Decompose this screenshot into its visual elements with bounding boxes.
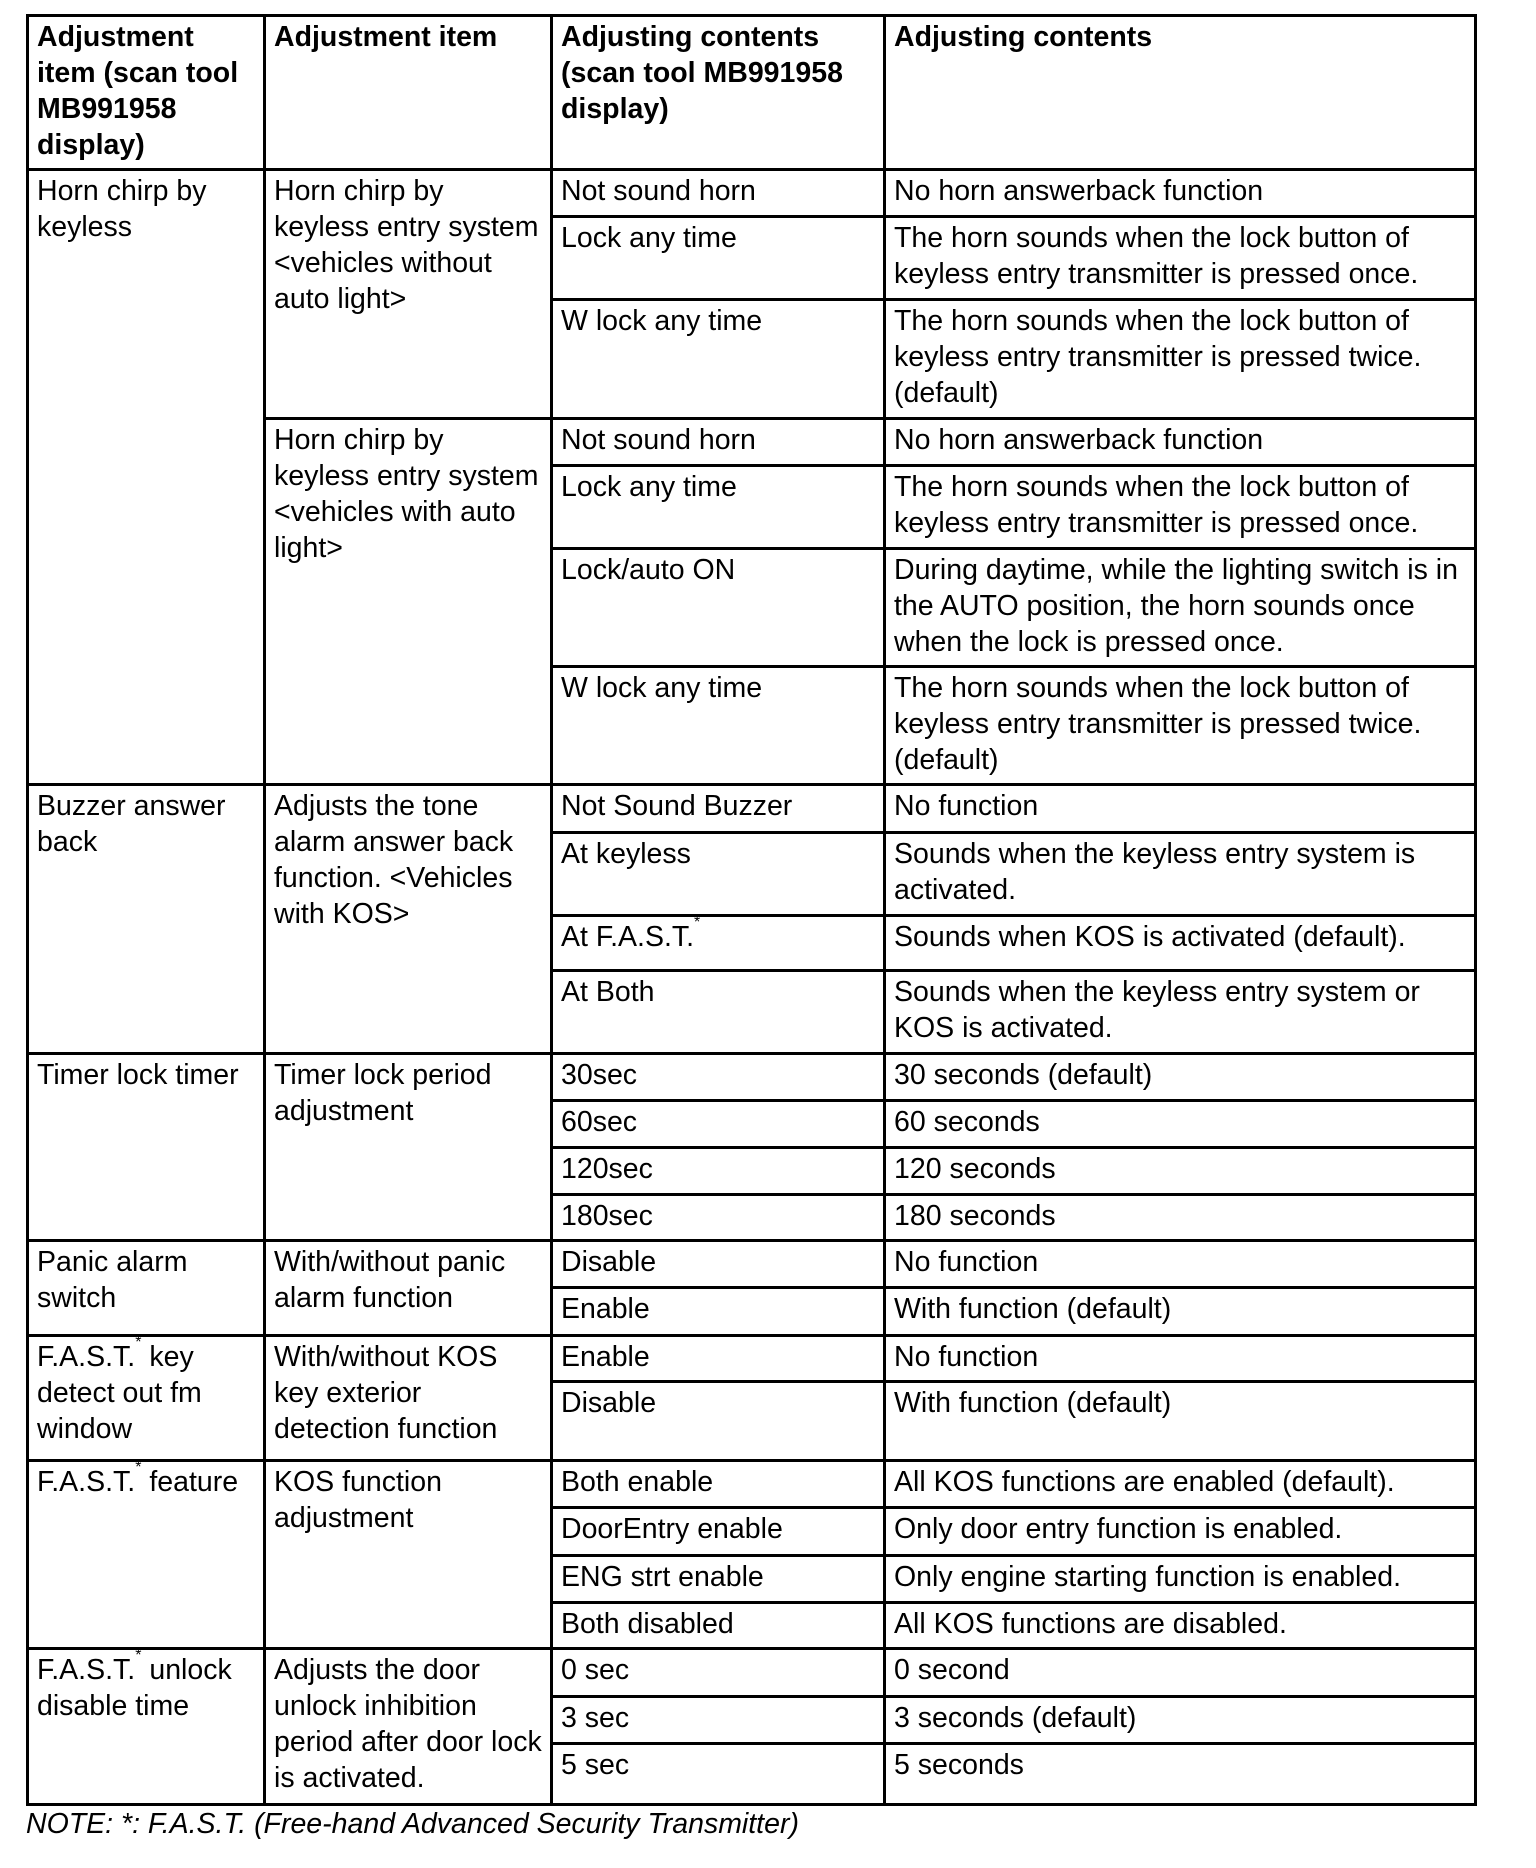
cell-setting bbox=[552, 916, 885, 971]
cell-setting bbox=[552, 667, 885, 785]
cell-setting bbox=[552, 1744, 885, 1805]
setting-text: Disable bbox=[561, 1387, 657, 1419]
cell-setting bbox=[552, 419, 885, 466]
cell-description: 60 seconds bbox=[885, 1101, 1476, 1148]
cell-description: No horn answerback function bbox=[885, 170, 1476, 217]
cell-description: No horn answerback function bbox=[885, 419, 1476, 466]
footnote: NOTE: *: F.A.S.T. (Free-hand Advanced Security Transmitter) bbox=[26, 1808, 799, 1840]
cell-setting bbox=[552, 1054, 885, 1101]
item-display-text: F.A.S.T. bbox=[37, 1341, 136, 1373]
setting-text: 3 sec bbox=[561, 1702, 630, 1734]
cell-description: All KOS functions are enabled (default). bbox=[885, 1461, 1476, 1508]
setting-text: 120sec bbox=[561, 1153, 653, 1185]
asterisk-footnote-mark: * bbox=[135, 1647, 142, 1664]
cell-description: 5 seconds bbox=[885, 1744, 1476, 1805]
cell-setting bbox=[552, 217, 885, 300]
cell-description: The horn sounds when the lock button of keyless entry transmitter is pressed once. bbox=[885, 466, 1476, 549]
cell-description: No function bbox=[885, 1241, 1476, 1288]
cell-item-display bbox=[28, 1649, 265, 1805]
cell-adjustment-item: KOS function adjustment bbox=[265, 1461, 552, 1649]
setting-text: ENG strt enable bbox=[561, 1561, 764, 1593]
cell-item-display bbox=[28, 785, 265, 1054]
setting-text: Disable bbox=[561, 1246, 657, 1278]
cell-setting bbox=[552, 971, 885, 1054]
cell-description: 120 seconds bbox=[885, 1148, 1476, 1195]
cell-item-display bbox=[28, 1241, 265, 1336]
cell-adjustment-item: Timer lock period adjustment bbox=[265, 1054, 552, 1241]
cell-item-display bbox=[28, 170, 265, 785]
cell-item-display bbox=[28, 1336, 265, 1461]
cell-setting bbox=[552, 1697, 885, 1744]
cell-setting bbox=[552, 549, 885, 667]
cell-description: 3 seconds (default) bbox=[885, 1697, 1476, 1744]
cell-description: The horn sounds when the lock button of keyless entry transmitter is pressed once. bbox=[885, 217, 1476, 300]
cell-description: 0 second bbox=[885, 1649, 1476, 1697]
cell-setting bbox=[552, 1382, 885, 1461]
setting-text: Not Sound Buzzer bbox=[561, 790, 793, 822]
cell-adjustment-item: Adjusts the tone alarm answer back function. <Vehicles with KOS> bbox=[265, 785, 552, 1054]
cell-description: No function bbox=[885, 785, 1476, 833]
table-row bbox=[28, 1241, 1476, 1288]
setting-text: 5 sec bbox=[561, 1749, 630, 1781]
header-adjusting-contents: Adjusting contents bbox=[885, 16, 1476, 170]
cell-adjustment-item: Adjusts the door unlock inhibition period after door lock is activated. bbox=[265, 1649, 552, 1805]
setting-text: Not sound horn bbox=[561, 424, 756, 456]
setting-text: At F.A.S.T. bbox=[561, 921, 695, 953]
setting-text: 0 sec bbox=[561, 1654, 630, 1686]
cell-setting bbox=[552, 833, 885, 916]
table-row bbox=[28, 1649, 1476, 1697]
setting-text: At Both bbox=[561, 976, 655, 1008]
item-display-text: Horn chirp by keyless bbox=[37, 175, 207, 243]
header-adjustment-item-display: Adjustment item (scan tool MB991958 display) bbox=[28, 16, 265, 170]
item-display-text: Timer lock timer bbox=[37, 1059, 239, 1091]
setting-text: At keyless bbox=[561, 838, 691, 870]
setting-text: Lock any time bbox=[561, 471, 737, 503]
table-row bbox=[28, 785, 1476, 833]
cell-setting bbox=[552, 1649, 885, 1697]
cell-adjustment-item: With/without KOS key exterior detection function bbox=[265, 1336, 552, 1461]
setting-text: 180sec bbox=[561, 1200, 653, 1232]
cell-setting bbox=[552, 785, 885, 833]
table-row bbox=[28, 1461, 1476, 1508]
cell-adjustment-item: Horn chirp by keyless entry system <vehicles without auto light> bbox=[265, 170, 552, 419]
setting-text: Both disabled bbox=[561, 1608, 734, 1640]
cell-setting bbox=[552, 1461, 885, 1508]
item-display-text: Panic alarm switch bbox=[37, 1246, 188, 1314]
cell-description: All KOS functions are disabled. bbox=[885, 1603, 1476, 1649]
table-row bbox=[28, 170, 1476, 217]
table-row bbox=[28, 1336, 1476, 1382]
cell-description: 180 seconds bbox=[885, 1195, 1476, 1241]
asterisk-footnote-mark: * bbox=[135, 1459, 142, 1476]
cell-setting bbox=[552, 1148, 885, 1195]
cell-setting bbox=[552, 466, 885, 549]
item-display-suffix: key detect out fm window bbox=[37, 1341, 210, 1445]
item-display-text: F.A.S.T. bbox=[37, 1466, 136, 1498]
adjustment-table bbox=[26, 14, 1477, 1806]
cell-adjustment-item: With/without panic alarm function bbox=[265, 1241, 552, 1336]
cell-description: Sounds when the keyless entry system is activated. bbox=[885, 833, 1476, 916]
cell-setting bbox=[552, 170, 885, 217]
cell-setting bbox=[552, 1241, 885, 1288]
cell-setting bbox=[552, 1101, 885, 1148]
item-display-suffix: feature bbox=[141, 1466, 239, 1498]
setting-text: 30sec bbox=[561, 1059, 638, 1091]
cell-description: No function bbox=[885, 1336, 1476, 1382]
cell-description: With function (default) bbox=[885, 1382, 1476, 1461]
cell-description: Sounds when the keyless entry system or KOS is activated. bbox=[885, 971, 1476, 1054]
cell-description: The horn sounds when the lock button of keyless entry transmitter is pressed twice. (default) bbox=[885, 300, 1476, 419]
cell-adjustment-item: Horn chirp by keyless entry system <vehicles with auto light> bbox=[265, 419, 552, 785]
table-header-row bbox=[28, 16, 1476, 170]
cell-description: 30 seconds (default) bbox=[885, 1054, 1476, 1101]
cell-description: Only engine starting function is enabled. bbox=[885, 1556, 1476, 1603]
asterisk-footnote-mark: * bbox=[135, 1334, 142, 1351]
cell-setting bbox=[552, 1336, 885, 1382]
item-display-text: F.A.S.T. bbox=[37, 1654, 136, 1686]
header-adjustment-item: Adjustment item bbox=[265, 16, 552, 170]
cell-description: During daytime, while the lighting switch is in the AUTO position, the horn sounds once when the lock is pressed once. bbox=[885, 549, 1476, 667]
cell-description: The horn sounds when the lock button of keyless entry transmitter is pressed twice. (default) bbox=[885, 667, 1476, 785]
cell-item-display bbox=[28, 1054, 265, 1241]
cell-description: Sounds when KOS is activated (default). bbox=[885, 916, 1476, 971]
cell-item-display bbox=[28, 1461, 265, 1649]
item-display-text: Buzzer answer back bbox=[37, 790, 226, 858]
setting-text: Lock/auto ON bbox=[561, 554, 736, 586]
cell-setting bbox=[552, 1556, 885, 1603]
setting-text: W lock any time bbox=[561, 305, 763, 337]
cell-setting bbox=[552, 1603, 885, 1649]
header-adjusting-contents-display: Adjusting contents (scan tool MB991958 display) bbox=[552, 16, 885, 170]
setting-text: 60sec bbox=[561, 1106, 638, 1138]
setting-text: Enable bbox=[561, 1341, 650, 1373]
cell-setting bbox=[552, 1508, 885, 1556]
item-display-suffix: unlock disable time bbox=[37, 1654, 240, 1722]
setting-text: Enable bbox=[561, 1293, 650, 1325]
cell-description: Only door entry function is enabled. bbox=[885, 1508, 1476, 1556]
cell-setting bbox=[552, 1195, 885, 1241]
table-body bbox=[28, 170, 1476, 1805]
cell-setting bbox=[552, 1288, 885, 1336]
setting-text: Both enable bbox=[561, 1466, 714, 1498]
setting-text: Not sound horn bbox=[561, 175, 756, 207]
setting-text: Lock any time bbox=[561, 222, 737, 254]
setting-text: DoorEntry enable bbox=[561, 1513, 783, 1545]
cell-description: With function (default) bbox=[885, 1288, 1476, 1336]
setting-text: W lock any time bbox=[561, 672, 763, 704]
table-row bbox=[28, 1054, 1476, 1101]
asterisk-footnote-mark: * bbox=[694, 914, 701, 931]
cell-setting bbox=[552, 300, 885, 419]
